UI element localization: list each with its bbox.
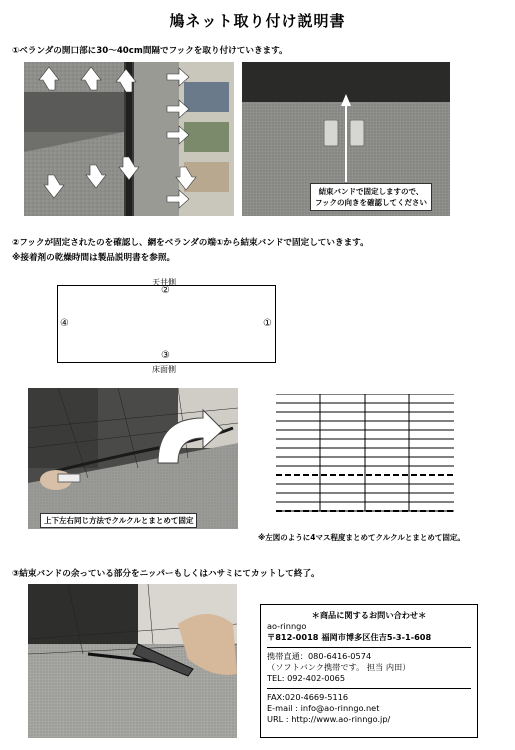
contact-email[interactable]: E-mail : info@ao-rinngo.net bbox=[267, 703, 380, 713]
step3-instruction: ③結束バンドの余っている部分をニッパーもしくはハサミにてカットして終了。 bbox=[12, 569, 320, 579]
contact-fax: FAX:020-4669-5116 bbox=[267, 692, 349, 702]
contact-mobile: 携帯直通：080-6416-0574 bbox=[267, 651, 372, 661]
net-grid-illustration bbox=[276, 394, 454, 512]
grid-note: ※左図のように4マス程度まとめてクルクルとまとめて固定。 bbox=[258, 533, 465, 542]
diagram-top-label: 天井側 bbox=[152, 278, 176, 287]
step1-instruction: ①ベランダの開口部に30～40cm間隔でフックを取り付けていきます。 bbox=[12, 46, 288, 56]
diagram-mark-right: ① bbox=[263, 318, 272, 329]
contact-company: ao-rinngo bbox=[267, 621, 307, 631]
callout-line-1: 結束バンドで固定しますので、 bbox=[318, 187, 424, 196]
photo-cutting bbox=[28, 584, 237, 738]
callout-line-2: フックの向きを確認してください bbox=[315, 198, 427, 207]
page-title: 鳩ネット取り付け説明書 bbox=[169, 12, 346, 30]
hook-direction-callout bbox=[310, 183, 432, 211]
photo-balcony-arrows bbox=[24, 62, 234, 216]
contact-heading: ＊商品に関するお問い合わせ＊ bbox=[311, 610, 427, 620]
diagram-mark-top: ② bbox=[161, 285, 170, 296]
diagram-bottom-label: 床面側 bbox=[152, 365, 176, 374]
diagram-mark-bottom: ③ bbox=[161, 350, 170, 361]
contact-tel: TEL: 092-402-0065 bbox=[267, 673, 346, 683]
contact-url[interactable]: URL : http://www.ao-rinngo.jp/ bbox=[267, 714, 391, 724]
photo-net-twist bbox=[28, 388, 238, 529]
step2-note: ※接着剤の乾燥時間は製品説明書を参照。 bbox=[12, 253, 176, 263]
contact-divider-2 bbox=[267, 688, 471, 689]
contact-mobile-note: （ソフトバンク携帯です。 担当 内田） bbox=[267, 662, 411, 672]
contact-address: 〒812-0018 福岡市博多区住吉5-3-1-608 bbox=[267, 632, 432, 642]
step2-instruction: ②フックが固定されたのを確認し、網をベランダの端①から結束バンドで固定していきます。 bbox=[12, 238, 369, 248]
diagram-mark-left: ④ bbox=[60, 318, 69, 329]
contact-box bbox=[260, 604, 478, 738]
contact-divider-1 bbox=[267, 647, 471, 648]
photo3-caption: 上下左右同じ方法でクルクルとまとめて固定 bbox=[40, 513, 197, 528]
